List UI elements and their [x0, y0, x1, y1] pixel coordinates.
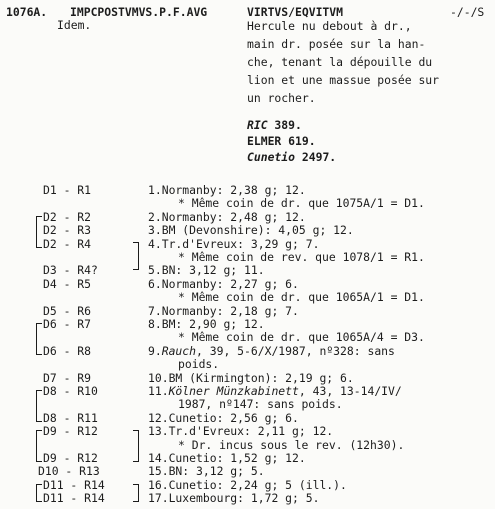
reference-label: ELMER — [247, 134, 282, 148]
specimen-entry — [148, 479, 347, 492]
die-pair: D9 - R12 — [43, 424, 98, 439]
die-group-bracket — [133, 242, 139, 271]
specimen-text: * Même coin de rev. que 1078/1 = R1. — [178, 250, 425, 264]
specimen-entry — [148, 238, 319, 251]
reference-cunetio — [247, 151, 336, 164]
specimen-note — [178, 197, 425, 210]
die-pair: D4 - R5 — [43, 276, 92, 291]
specimen-note — [178, 291, 425, 304]
die-pair: D3 - R4? — [43, 263, 98, 278]
specimen-number: 6. — [148, 276, 162, 291]
specimen-text: * Dr. incus sous le rev. (12h30). — [178, 437, 405, 452]
specimen-text: Cunetio: 1,52 g; 12. — [168, 451, 306, 465]
die-pair: D2 - R2 — [43, 209, 92, 224]
reference-label: Cunetio — [247, 150, 296, 164]
specimen-text: poids. — [178, 357, 220, 372]
specimen-text: BN: 3,12 g; 11. — [161, 263, 265, 278]
specimen-text: 1987, nº147: sans poids. — [178, 397, 343, 412]
specimen-entry — [148, 305, 299, 318]
specimen-entry — [148, 278, 299, 291]
specimen-number: 15. — [148, 464, 169, 479]
specimen-entry — [148, 452, 306, 465]
catalog-number: 1076A. — [6, 5, 48, 19]
specimen-number: 16. — [148, 477, 169, 492]
die-pair: D10 - R13 — [38, 464, 100, 479]
die-pair: D7 - R9 — [43, 370, 92, 385]
specimen-number: 14. — [148, 451, 169, 465]
specimen-number: 11. — [148, 384, 169, 398]
specimen-text: , 43, 13-14/IV/ — [298, 384, 402, 398]
specimen-text: Cunetio: 2,24 g; 5 (ill.). — [168, 477, 347, 492]
die-pair: D8 - R10 — [43, 384, 98, 398]
reverse-description-line: che, tenant la dépouille du — [247, 55, 433, 69]
reference-value: 2497. — [295, 150, 337, 164]
specimen-text: * Même coin de dr. que 1065A/1 = D1. — [178, 290, 425, 305]
die-pair: D5 - R6 — [43, 303, 92, 318]
specimen-number: 10. — [148, 370, 169, 385]
specimen-number: 3. — [148, 223, 162, 238]
specimen-text: Normanby: 2,38 g; 12. — [161, 183, 306, 197]
die-group-bracket — [36, 430, 42, 462]
specimen-number: 2. — [148, 209, 162, 224]
die-group-bracket — [36, 216, 42, 248]
specimen-source: Rauch — [161, 343, 197, 358]
specimen-number: 8. — [148, 317, 162, 331]
specimen-text: Normanby: 2,18 g; 7. — [161, 303, 299, 318]
specimen-text: Cunetio: 2,56 g; 6. — [168, 410, 299, 425]
reverse-legend: VIRTVS/EQVITVM — [247, 5, 344, 19]
obverse-legend: IMPCPOSTVMVS.P.F.AVG — [70, 5, 208, 19]
specimen-number: 1. — [148, 183, 162, 197]
specimen-text: BM: 2,90 g; 12. — [161, 317, 265, 331]
specimen-note — [178, 331, 425, 344]
reference-ric — [247, 119, 302, 132]
reference-elmer — [247, 135, 316, 148]
specimen-note — [178, 251, 425, 264]
reference-label: RIC — [247, 118, 268, 132]
specimen-entry — [148, 412, 299, 425]
specimen-note — [178, 439, 404, 452]
mint-marks: -/-/S — [450, 5, 485, 19]
reverse-description-line: lion et une massue posée sur — [247, 73, 440, 87]
specimen-number: 7. — [148, 303, 162, 318]
specimen-text: Tr.d'Evreux: 3,29 g; 7. — [161, 236, 320, 251]
die-pair: D11 - R14 — [43, 491, 105, 506]
specimen-text: Luxembourg: 1,72 g; 5. — [168, 491, 320, 506]
specimen-entry — [148, 264, 265, 277]
specimen-text: Tr.d'Evreux: 2,11 g; 12. — [168, 424, 334, 439]
specimen-text: * Même coin de dr. que 1075A/1 = D1. — [178, 196, 425, 211]
specimen-number: 13. — [148, 424, 169, 439]
die-pair: D2 - R4 — [43, 236, 92, 251]
specimen-number: 12. — [148, 410, 169, 425]
specimen-entry — [148, 345, 395, 358]
reference-value: 389. — [267, 118, 302, 132]
specimen-number: 5. — [148, 263, 162, 278]
specimen-entry — [148, 372, 354, 385]
specimen-number: 4. — [148, 236, 162, 251]
reverse-description-line: Hercule nu debout à dr., — [247, 19, 412, 33]
specimen-note — [178, 398, 343, 411]
specimen-note — [178, 358, 219, 371]
specimen-text: BM (Devonshire): 4,05 g; 12. — [161, 223, 354, 238]
specimen-entry — [148, 425, 333, 438]
specimen-entry — [148, 465, 265, 478]
die-pair: D9 - R12 — [43, 451, 98, 465]
specimen-entry — [148, 211, 306, 224]
die-group-bracket — [36, 390, 42, 422]
die-pair: D6 - R7 — [43, 317, 92, 331]
die-group-bracket — [133, 430, 139, 462]
specimen-entry — [148, 184, 306, 197]
specimen-text: * Même coin de dr. que 1065A/4 = D3. — [178, 330, 425, 345]
specimen-text: Normanby: 2,48 g; 12. — [161, 209, 306, 224]
die-group-bracket — [36, 484, 42, 502]
obverse-description: Idem. — [57, 18, 92, 32]
specimen-number: 9. — [148, 343, 162, 358]
die-group-bracket — [133, 484, 139, 502]
die-pair: D1 - R1 — [43, 183, 92, 197]
specimen-text: BN: 3,12 g; 5. — [168, 464, 265, 479]
reverse-description-line: main dr. posée sur la han- — [247, 37, 426, 51]
reverse-description-line: un rocher. — [247, 91, 316, 105]
die-pair: D6 - R8 — [43, 343, 92, 358]
specimen-entry — [148, 492, 319, 505]
die-pair: D2 - R3 — [43, 223, 92, 238]
die-pair: D11 - R14 — [43, 477, 105, 492]
specimen-entry — [148, 224, 354, 237]
specimen-text: , 39, 5-6/X/1987, nº328: sans — [196, 343, 395, 358]
specimen-entry — [148, 385, 402, 398]
specimen-number: 17. — [148, 491, 169, 506]
specimen-text: BM (Kirmington): 2,19 g; 6. — [168, 370, 354, 385]
specimen-text: Normanby: 2,27 g; 6. — [161, 276, 299, 291]
reference-value: 619. — [281, 134, 316, 148]
die-group-bracket — [36, 323, 42, 355]
die-pair: D8 - R11 — [43, 410, 98, 425]
specimen-source: Kölner Münzkabinett — [168, 384, 299, 398]
specimen-entry — [148, 318, 265, 331]
